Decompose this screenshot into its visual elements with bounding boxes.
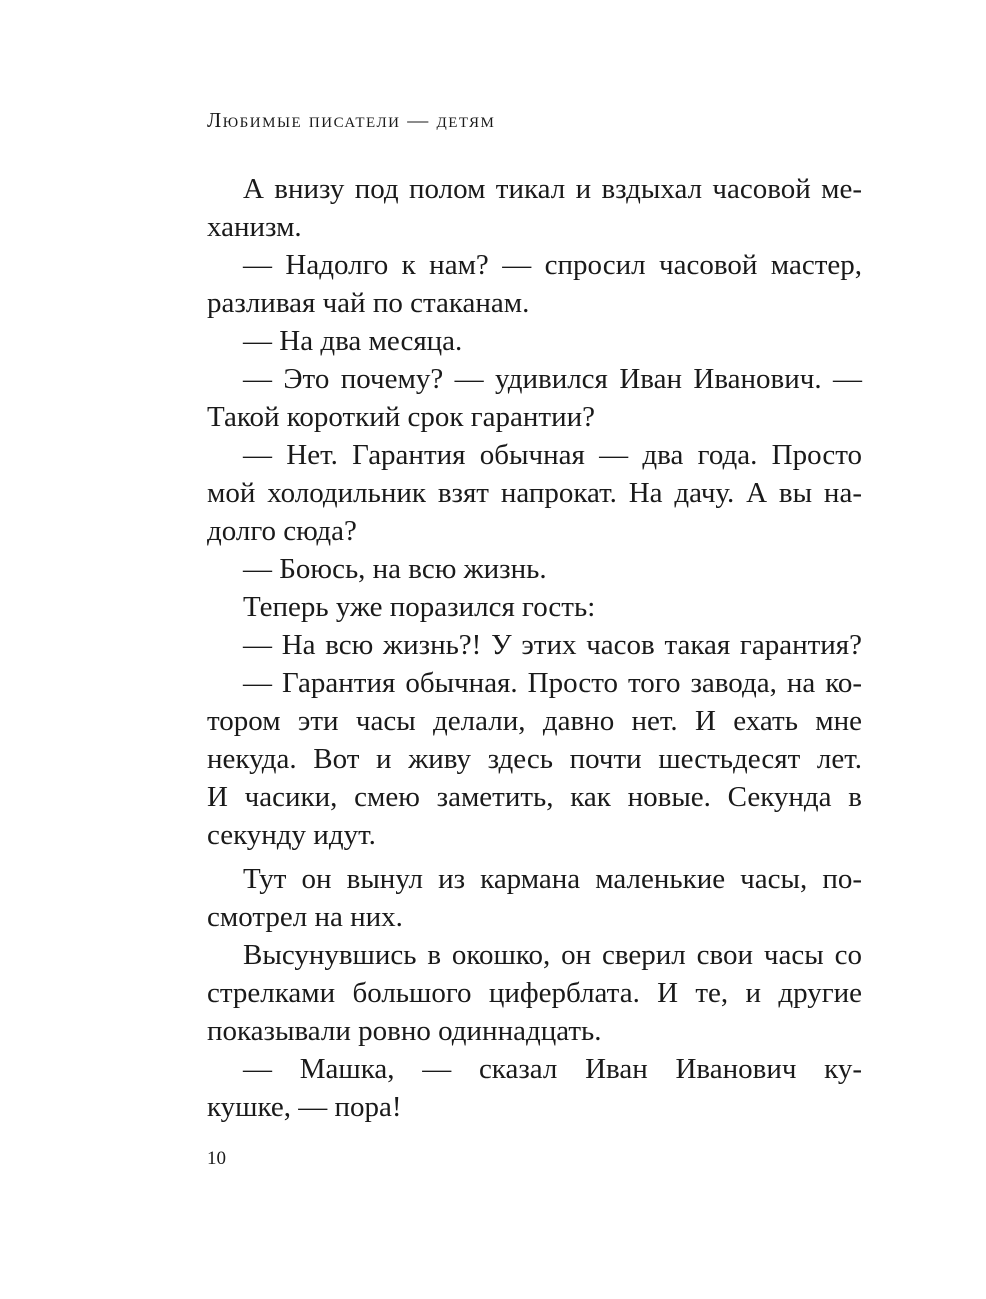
- text-line: ханизм.: [207, 211, 302, 243]
- page-number: 10: [207, 1148, 226, 1169]
- text-line: Тут он вынул из кармана маленькие часы, по-: [243, 863, 862, 895]
- text-line: долго сюда?: [207, 515, 357, 547]
- text-line: — Машка, — сказал Иван Иванович ку-: [243, 1053, 862, 1085]
- text-line: кушке, — пора!: [207, 1091, 402, 1123]
- text-line: секунду идут.: [207, 819, 376, 851]
- text-line: разливая чай по стаканам.: [207, 287, 530, 319]
- text-line: мой холодильник взят напрокат. На дачу. А вы на-: [207, 477, 862, 509]
- text-line: — На всю жизнь?! У этих часов такая гарантия?: [243, 629, 862, 661]
- text-line: А внизу под полом тикал и вздыхал часовой ме-: [243, 173, 862, 205]
- text-line: некуда. Вот и живу здесь почти шестьдесят лет.: [207, 743, 862, 775]
- text-line: — Это почему? — удивился Иван Иванович. —: [243, 363, 862, 395]
- running-head: Любимые писатели — детям: [207, 108, 496, 132]
- text-line: — Нет. Гарантия обычная — два года. Просто: [243, 439, 862, 471]
- text-line: — Надолго к нам? — спросил часовой мастер,: [243, 249, 862, 281]
- text-line: Такой короткий срок гарантии?: [207, 401, 595, 433]
- text-line: И часики, смею заметить, как новые. Секунда в: [207, 781, 862, 813]
- text-line: — Боюсь, на всю жизнь.: [243, 553, 547, 585]
- text-line: — Гарантия обычная. Просто того завода, на ко-: [243, 667, 862, 699]
- text-line: стрелками большого циферблата. И те, и другие: [207, 977, 862, 1009]
- text-line: смотрел на них.: [207, 901, 403, 933]
- text-line: Высунувшись в окошко, он сверил свои часы со: [243, 939, 862, 971]
- text-line: Теперь уже поразился гость:: [243, 591, 596, 623]
- text-line: тором эти часы делали, давно нет. И ехать мне: [207, 705, 862, 737]
- text-line: показывали ровно одиннадцать.: [207, 1015, 602, 1047]
- text-line: — На два месяца.: [243, 325, 463, 357]
